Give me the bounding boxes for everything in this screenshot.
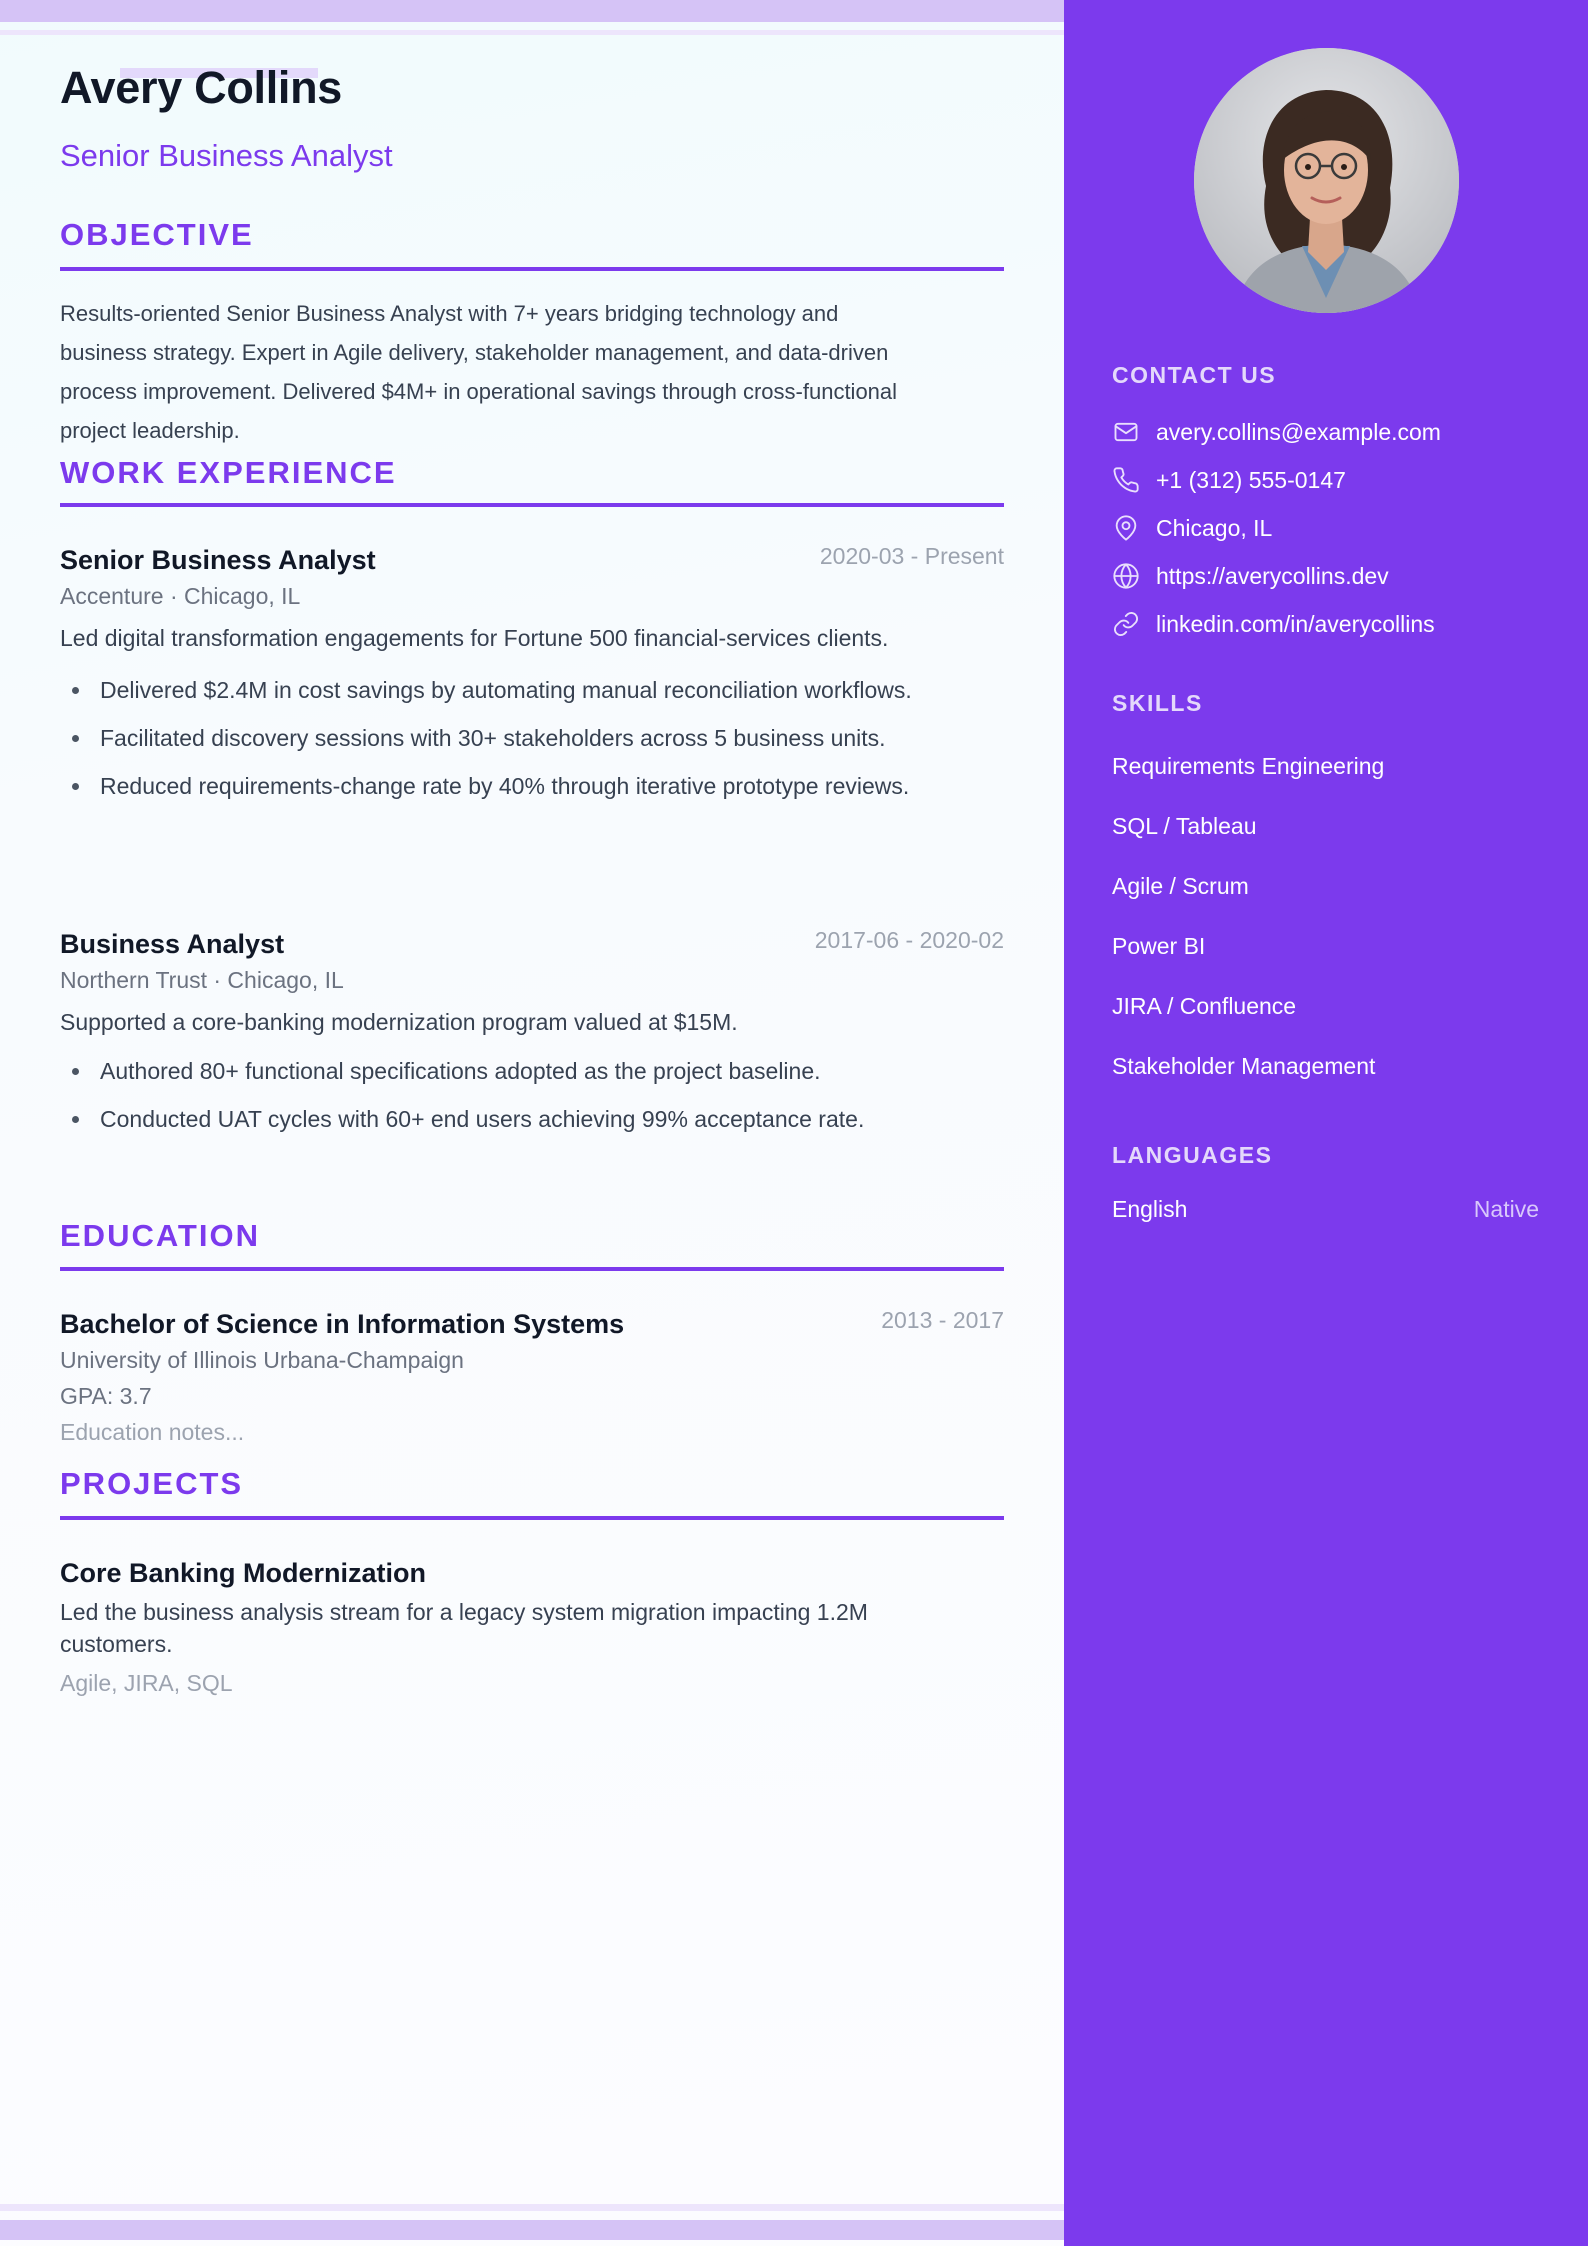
projects-heading: PROJECTS xyxy=(60,1466,244,1501)
education-rule xyxy=(60,1267,1004,1271)
contact-phone[interactable] xyxy=(1112,464,1346,496)
top-accent-bar xyxy=(0,0,1064,22)
avatar xyxy=(1194,48,1459,313)
contact-email[interactable] xyxy=(1112,416,1441,448)
job-dates: 2017-06 - 2020-02 xyxy=(814,927,1004,953)
skill-item: SQL / Tableau xyxy=(1112,813,1257,839)
phone-icon xyxy=(1112,466,1140,494)
skill-item: Stakeholder Management xyxy=(1112,1053,1376,1079)
objective-rule xyxy=(60,267,1004,271)
contact-location xyxy=(1112,512,1272,544)
bottom-accent-line xyxy=(0,2204,1064,2211)
gpa: GPA: 3.7 xyxy=(60,1383,152,1409)
job-bullet: Delivered $2.4M in cost savings by automating manual reconciliation workflows. xyxy=(60,674,1004,722)
contact-phone-text: +1 (312) 555-0147 xyxy=(1156,466,1346,493)
globe-icon xyxy=(1112,562,1140,590)
project-description xyxy=(60,1596,960,1660)
job-dates: 2020-03 - Present xyxy=(819,543,1004,569)
objective-line: process improvement. Delivered $4M+ in operational savings through cross-functional xyxy=(60,379,898,404)
contact-linkedin-text: linkedin.com/in/averycollins xyxy=(1156,610,1435,637)
skill-item: Requirements Engineering xyxy=(1112,753,1385,779)
skills-heading: SKILLS xyxy=(1112,690,1203,716)
skill-item: Power BI xyxy=(1112,933,1206,959)
objective-heading: OBJECTIVE xyxy=(60,217,254,252)
objective-line: business strategy. Expert in Agile delivery, stakeholder management, and data-driven xyxy=(60,340,889,365)
skill-item: Agile / Scrum xyxy=(1112,873,1249,899)
contact-email-text: avery.collins@example.com xyxy=(1156,418,1441,445)
project-name: Core Banking Modernization xyxy=(60,1558,427,1588)
avatar-portrait xyxy=(1194,48,1459,313)
contact-heading: CONTACT US xyxy=(1112,362,1277,388)
job-bullet: Facilitated discovery sessions with 30+ stakeholders across 5 business units. xyxy=(60,722,1004,770)
job-summary: Supported a core-banking modernization program valued at $15M. xyxy=(60,1009,738,1035)
experience-heading: WORK EXPERIENCE xyxy=(60,455,397,490)
project-tags: Agile, JIRA, SQL xyxy=(60,1670,233,1696)
job-summary: Led digital transformation engagements for Fortune 500 financial-services clients. xyxy=(60,625,889,651)
projects-rule xyxy=(60,1516,1004,1520)
map-pin-icon xyxy=(1112,514,1140,542)
mail-icon xyxy=(1112,418,1140,446)
candidate-name: Avery Collins xyxy=(60,62,343,113)
degree-title: Bachelor of Science in Information Systems xyxy=(60,1309,625,1339)
job-bullets xyxy=(60,674,1004,818)
language-level: Native xyxy=(1473,1196,1539,1222)
contact-website[interactable] xyxy=(1112,560,1389,592)
objective-line: Results-oriented Senior Business Analyst with 7+ years bridging technology and xyxy=(60,301,839,326)
project-description-line: Led the business analysis stream for a legacy system migration impacting 1.2M xyxy=(60,1599,868,1625)
project-description-line: customers. xyxy=(60,1631,173,1657)
bottom-accent-bar xyxy=(0,2220,1064,2240)
job-title: Business Analyst xyxy=(60,929,285,959)
job-title: Senior Business Analyst xyxy=(60,545,376,575)
job-company: Northern Trust · Chicago, IL xyxy=(60,967,344,993)
contact-linkedin[interactable] xyxy=(1112,608,1435,640)
link-icon xyxy=(1112,610,1140,638)
languages-heading: LANGUAGES xyxy=(1112,1142,1273,1168)
top-accent-line xyxy=(0,30,1064,35)
job-company: Accenture · Chicago, IL xyxy=(60,583,301,609)
candidate-title: Senior Business Analyst xyxy=(60,138,393,173)
objective-text xyxy=(60,294,1004,450)
job-bullets xyxy=(60,1055,1004,1151)
experience-rule xyxy=(60,503,1004,507)
objective-line: project leadership. xyxy=(60,418,240,443)
education-heading: EDUCATION xyxy=(60,1218,260,1253)
school-name: University of Illinois Urbana-Champaign xyxy=(60,1347,464,1373)
contact-location-text: Chicago, IL xyxy=(1156,514,1273,541)
skill-item: JIRA / Confluence xyxy=(1112,993,1297,1019)
contact-website-text: https://averycollins.dev xyxy=(1156,562,1389,589)
education-notes: Education notes... xyxy=(60,1419,245,1445)
job-bullet: Reduced requirements-change rate by 40% through iterative prototype reviews. xyxy=(60,770,1004,818)
language-name: English xyxy=(1112,1196,1188,1222)
sidebar xyxy=(1064,0,1588,2246)
education-dates: 2013 - 2017 xyxy=(881,1307,1004,1333)
job-bullet: Authored 80+ functional specifications adopted as the project baseline. xyxy=(60,1055,1004,1103)
job-bullet: Conducted UAT cycles with 60+ end users achieving 99% acceptance rate. xyxy=(60,1103,1004,1151)
